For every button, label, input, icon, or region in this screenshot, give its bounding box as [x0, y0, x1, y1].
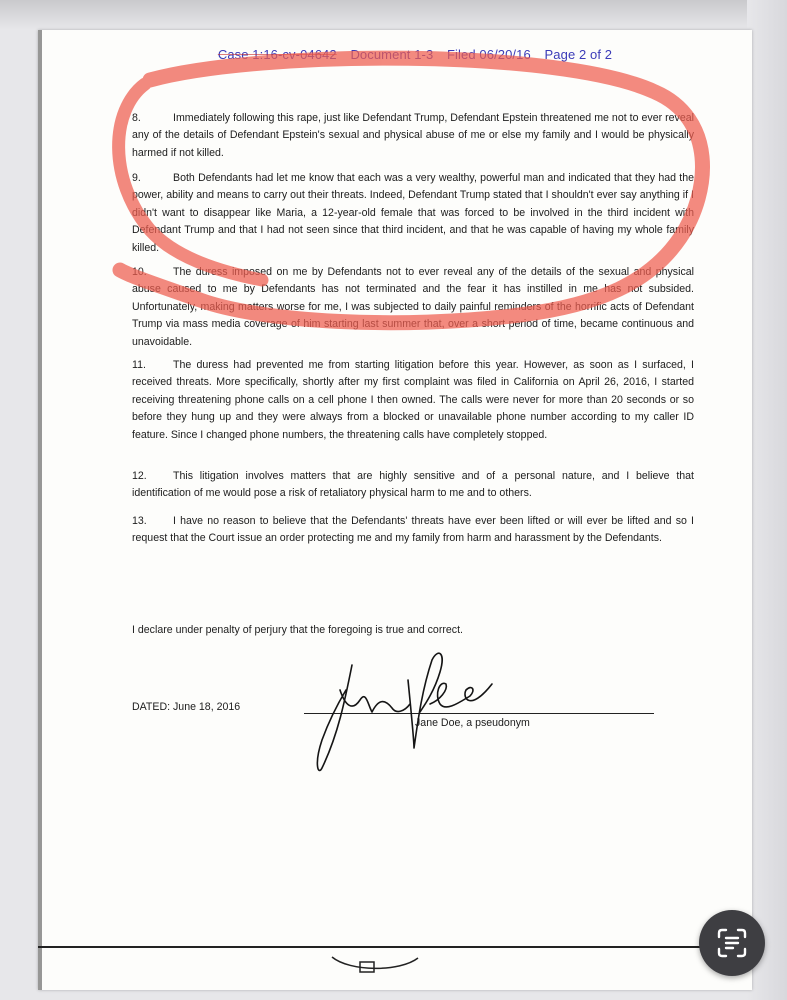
- paragraph-number: 12.: [132, 470, 147, 482]
- paragraph-11: [132, 357, 694, 444]
- paragraph-13: [132, 513, 694, 548]
- document-page: [38, 30, 752, 990]
- paragraph-text: This litigation involves matters that are highly sensitive and of a personal nature, and I believe that identification of me would pose a risk of retaliatory physical harm to me and to others.: [132, 470, 694, 500]
- text-scan-icon: [715, 926, 749, 960]
- photo-backdrop-top: [0, 0, 787, 30]
- paragraph-number: 9.: [132, 172, 141, 184]
- paragraph-text: The duress had prevented me from starting litigation before this year. However, as soon as I surfaced, I received threats. More specifically, shortly after my first complaint was filed in California on April 26, 2016, I started receiving threatening phone calls on a cell phone I then owned. The calls were never for more than 20 seconds or so before they hung up and they were always from a blocked or unavailable phone number according to my caller ID feature. Since I changed phone numbers, the threatening calls have completely stopped.: [132, 359, 694, 441]
- page-edge-shadow: [38, 30, 42, 990]
- declaration: I declare under penalty of perjury that the foregoing is true and correct.: [132, 624, 463, 636]
- paragraph-8: [132, 110, 694, 162]
- live-text-scan-button[interactable]: [699, 910, 765, 976]
- paragraph-12: [132, 468, 694, 503]
- case-header: [38, 47, 752, 62]
- paragraph-text: Both Defendants had let me know that each was a very wealthy, powerful man and indicated that they had the power, ability and means to carry out their threats. Indeed, Defendant Trump stated that I shouldn't ever say anything if I didn't want to disappear like Maria, a 12-year-old female that was forced to be involved in the third incident with Defendant Trump and that I had not seen since that third incident, and that he was capable of having my whole family killed.: [132, 172, 694, 254]
- footer-rule: [38, 946, 752, 948]
- filed-date: Filed 06/20/16: [447, 47, 531, 62]
- document-number: Document 1-3: [350, 47, 434, 62]
- case-number: Case 1:16-cv-04642: [217, 47, 337, 62]
- paragraph-text: Immediately following this rape, just like Defendant Trump, Defendant Epstein threatened me not to ever reveal any of the details of Defendant Epstein's sexual and physical abuse of me or else my family and I would be physically harmed if not killed.: [132, 112, 694, 159]
- paragraph-number: 11.: [132, 359, 146, 371]
- paragraph-number: 8.: [132, 112, 141, 124]
- dated-line: DATED: June 18, 2016: [132, 701, 241, 713]
- paragraph-number: 10.: [132, 266, 147, 278]
- paragraph-text: I have no reason to believe that the Defendants' threats have ever been lifted or will ever be lifted and so I request that the Court issue an order protecting me and my family from harm and harassment by the Defendants.: [132, 515, 694, 545]
- paragraph-text: The duress imposed on me by Defendants not to ever reveal any of the details of the sexual and physical abuse caused to me by Defendants has not terminated and the fear it has instilled in me has not subsided. Unfortunately, making matters worse for me, I was subjected to daily painful reminders of the horrific acts of Defendant Trump via mass media coverage of him starting last summer that, over a short period of time, became continuous and unavoidable.: [132, 266, 694, 348]
- page-number: Page 2 of 2: [544, 47, 613, 62]
- signature-line: [304, 713, 654, 714]
- paragraph-10: [132, 264, 694, 351]
- paragraph-number: 13.: [132, 515, 147, 527]
- paragraph-9: [132, 170, 694, 257]
- photo-backdrop-right: [747, 0, 787, 1000]
- signature-name: Jane Doe, a pseudonym: [415, 717, 530, 729]
